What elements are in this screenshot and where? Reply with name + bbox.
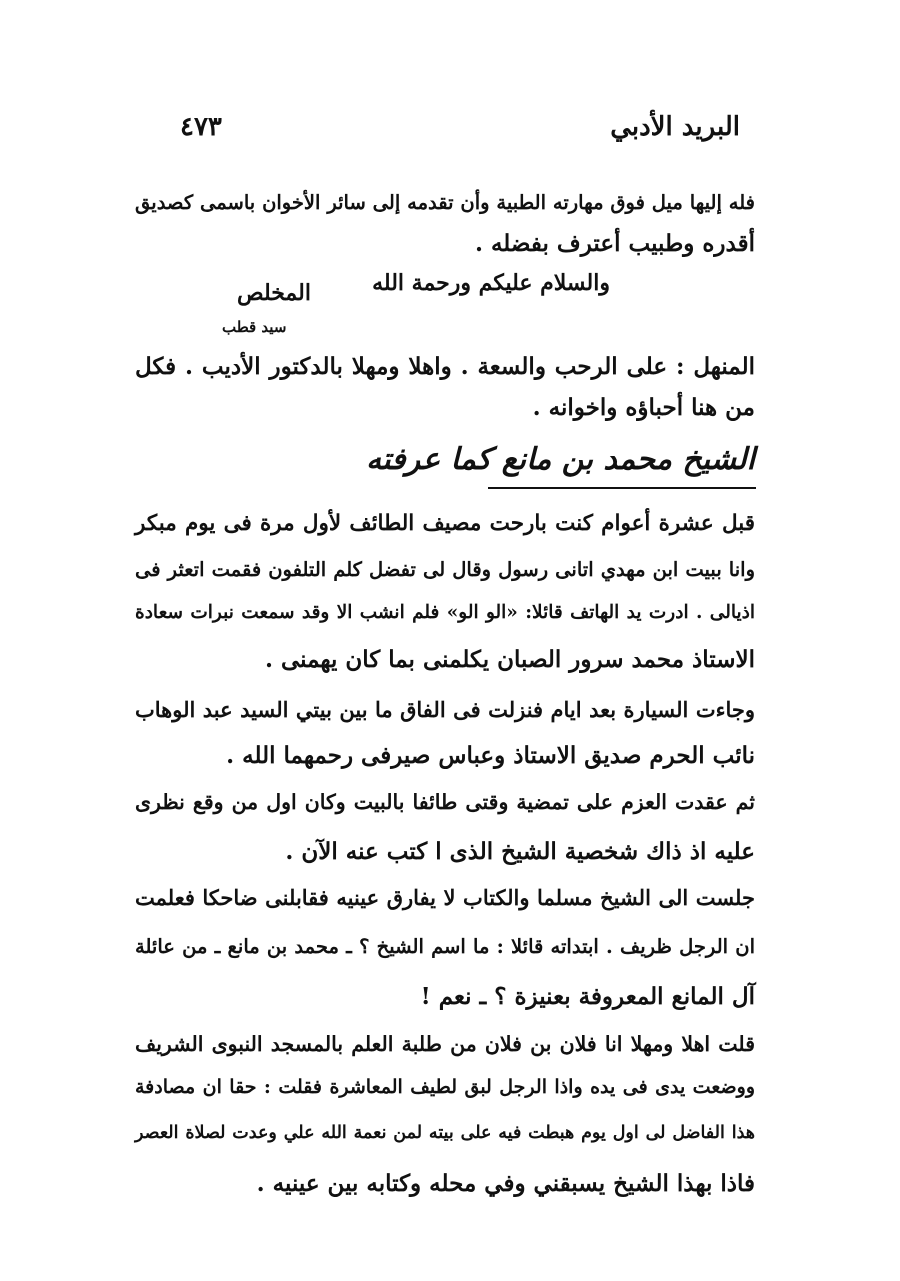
paragraph-line: ان الرجل ظريف . ابتداته قائلا : ما اسم الشيخ ؟ ـ محمد بن مانع ـ من عائلة [135,935,755,958]
editor-note-line: المنهل : على الرحب والسعة . واهلا ومهلا بالدكتور الأديب . فكل [135,353,755,380]
paragraph-line: جلست الى الشيخ مسلما والكتاب لا يفارق عينيه فقابلنى ضاحكا فعلمت [135,885,755,910]
paragraph-line: ووضعت يدى فى يده واذا الرجل لبق لطيف المعاشرة فقلت : حقا ان مصادفة [135,1076,755,1098]
paragraph-line: الاستاذ محمد سرور الصبان يكلمنى بما كان يهمنى . [264,646,755,673]
paragraph-line: نائب الحرم صديق الاستاذ وعباس صيرفى رحمهما الله . [226,742,755,769]
letter-signature: سيد قطب [222,318,287,336]
paragraph-line: عليه اذ ذاك شخصية الشيخ الذى ا كتب عنه الآن . [285,838,755,865]
paragraph-line: فاذا بهذا الشيخ يسبقني وفي محله وكتابه بين عينيه . [256,1170,755,1197]
letter-closing: والسلام عليكم ورحمة الله [372,270,610,296]
paragraph-line: ثم عقدت العزم على تمضية وقتى طائفا بالبيت وكان اول من وقع نظرى [135,790,755,814]
page-header [180,112,740,152]
paragraph-line: قبل عشرة أعوام كنت بارحت مصيف الطائف لأول مرة فى يوم مبكر [135,511,755,536]
letter-line: فله إليها ميل فوق مهارته الطبية وأن تقدمه إلى سائر الأخوان باسمى كصديق [135,191,755,214]
editor-note-line: من هنا أحباؤه واخوانه . [532,394,755,421]
section-divider [488,487,756,489]
section-heading: الشيخ محمد بن مانع كما عرفته [366,442,755,477]
paragraph-line: وانا ببيت ابن مهدي اتانى رسول وقال لى تفضل كلم التلفون فقمت اتعثر فى [135,558,755,581]
letter-line: أقدره وطبيب أعترف بفضله . [474,230,755,257]
paragraph-line: هذا الفاضل لى اول يوم هبطت فيه على بيته لمن نعمة الله علي وعدت لصلاة العصر [135,1123,755,1143]
page-number: ٤٧٣ [180,112,222,142]
paragraph-line: قلت اهلا ومهلا انا فلان بن فلان من طلبة العلم بالمسجد النبوى الشريف [135,1032,755,1056]
paragraph-line: وجاءت السيارة بعد ايام فنزلت فى الفاق ما بين بيتي السيد عبد الوهاب [135,697,755,722]
journal-title: البريد الأدبي [610,112,740,142]
letter-sincerely: المخلص [237,280,311,306]
paragraph-line: آل المانع المعروفة بعنيزة ؟ ـ نعم ! [420,983,755,1010]
paragraph-line: اذيالى . ادرت يد الهاتف قائلا: «الو الو» فلم انشب الا وقد سمعت نبرات سعادة [135,602,755,623]
